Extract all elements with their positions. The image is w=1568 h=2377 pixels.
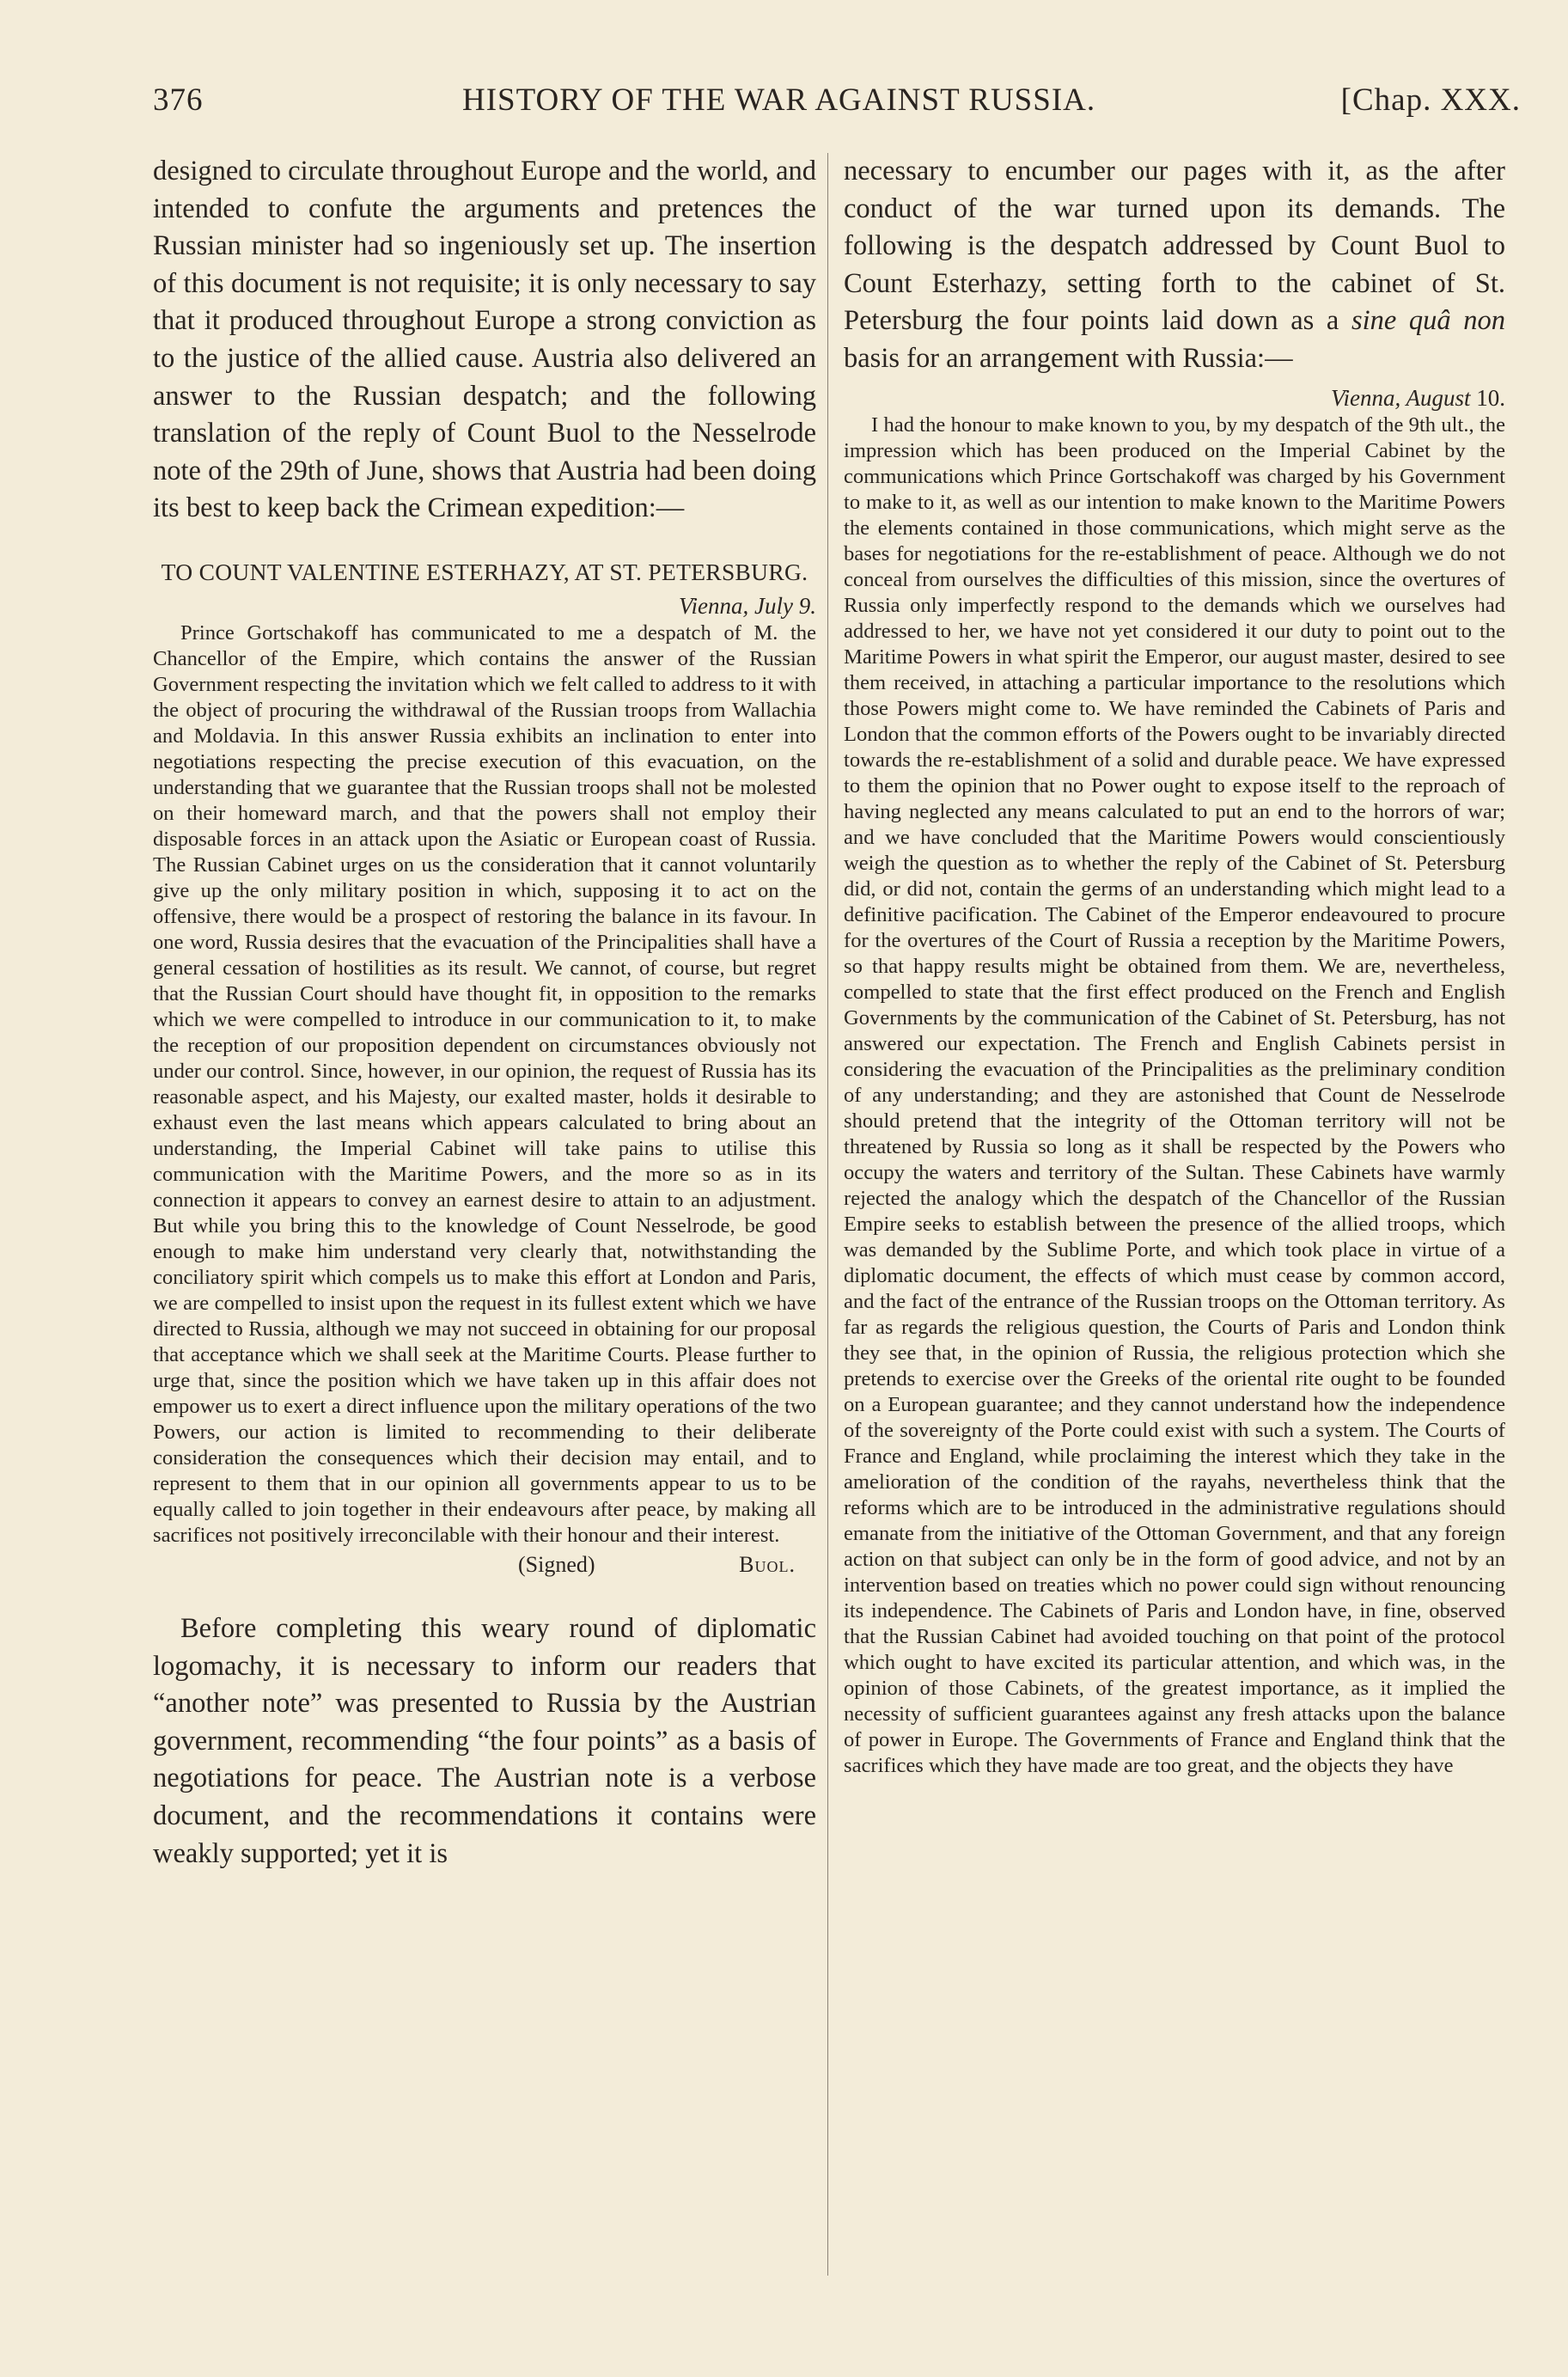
signature-line xyxy=(153,1550,816,1585)
dateline-right xyxy=(844,383,1505,412)
intro-paragraph-right xyxy=(844,153,1505,378)
chapter-label: [Chap. XXX. xyxy=(1340,82,1521,118)
letter-body: Prince Gortschakoff has communicated to me a despatch of M. the Chancellor of the Empire, which contains the answer of the Russian Government respecting the invitation which we felt called to address to it with the object of procuring the withdrawal of the Russian troops from Wallachia and Moldavia. In this answer Russia exhibits an inclination to enter into negotiations respecting the precise execution of this evacuation, on the understanding that we guarantee that the Russian troops shall not be molested on their homeward march, and that the powers shall not employ their disposable forces in an attack upon the Asiatic or European coast of Russia. The Russian Cabinet urges on us the consideration that it cannot voluntarily give up the only military position in which, supposing it to act on the offensive, there would be a prospect of restoring the balance in its favour. In one word, Russia desires that the evacuation of the Principalities shall have a general cessation of hostilities as its result. We cannot, of course, but regret that the Russian Court should have thought fit, in opposition to the remarks which we were compelled to introduce in our communication to it, to make the reception of our proposition dependent on circumstances obviously not under our control. Since, however, in our opinion, the request of Russia has its reasonable aspect, and his Majesty, our exalted master, holds it desirable to exhaust even the last means which appears calculated to bring about an understanding, the Imperial Cabinet will take pains to utilise this communication with the Maritime Powers, and the more so as in its connection it appears to convey an earnest desire to attain to an adjustment. But while you bring this to the knowledge of Count Nesselrode, be good enough to make him understand very clearly that, notwithstanding the conciliatory spirit which compels us to make this effort at London and Paris, we are compelled to insist upon the request in its fullest extent which we have directed to Russia, although we may not succeed in obtaining for our proposal that acceptance which we shall seek at the Maritime Courts. Please further to urge that, since the position which we have taken up in this affair does not empower us to exert a direct influence upon the military operations of the two Powers, our action is limited to recommending to their deliberate consideration the consequences which their decision may entail, and to represent to them that in our opinion all governments appear to us to be equally called to join together in their endeavours after peace, by making all sacrifices not positively irreconcilable with their honour and their interest. xyxy=(153,620,816,1547)
intro-italic-phrase: sine quâ non xyxy=(1351,305,1506,337)
letter-heading: TO COUNT VALENTINE ESTERHAZY, AT ST. PETERSBURG. xyxy=(161,558,808,585)
intro-paragraph: designed to circulate throughout Europe and the world, and intended to confute the arguments and pretences the Russian minister had so ingeniously set up. The insertion of this document is not requisite; it is only necessary to say that it produced throughout Europe a strong conviction as to the justice of the allied cause. Austria also delivered an answer to the Russian despatch; and the following translation of the reply of Count Buol to the Nesselrode note of the 29th of June, shows that Austria had been doing its best to keep back the Crimean expedition:— xyxy=(153,156,816,524)
running-title: HISTORY OF THE WAR AGAINST RUSSIA. xyxy=(462,82,1096,118)
closing-paragraph: Before completing this weary round of diplomatic logomachy, it is necessary to inform our readers that “another note” was presented to Russia by the Austrian government, recommending “the four points” as a basis of negotiations for peace. The Austrian note is a verbose document, and the recommendations it contains were weakly supported; yet it is xyxy=(153,1612,816,1869)
dateline-place: Vienna, August xyxy=(1331,384,1471,411)
signature-name: Buol. xyxy=(739,1551,796,1577)
left-column xyxy=(153,153,816,1873)
dateline: Vienna, July 9. xyxy=(679,592,816,619)
running-head xyxy=(153,82,1521,133)
right-column xyxy=(844,153,1505,1779)
spacer xyxy=(153,1585,816,1610)
letter-body-right: I had the honour to make known to you, by my despatch of the 9th ult., the impression which has been produced on the Imperial Cabinet by the communications which Prince Gortschakoff was charged by his Government to make to it, as well as our intention to make known to the Maritime Powers the elements contained in those communications, which might serve as the bases for negotiations for the re-establishment of peace. Although we do not conceal from ourselves the difficulties of this mission, since the overtures of Russia only imperfectly respond to the demands which we ourselves had addressed to her, we have not yet considered it our duty to point out to the Maritime Powers in what spirit the Emperor, our august master, desired to see them received, in attaching a particular importance to the resolutions which those Powers might come to. We have reminded the Cabinets of Paris and London that the common efforts of the Powers ought to be invariably directed towards the re-establishment of a solid and durable peace. We have expressed to them the opinion that no Power ought to expose itself to the reproach of having neglected any means calculated to put an end to the horrors of war; and we have concluded that the Maritime Powers would conscientiously weigh the question as to whether the reply of the Cabinet of St. Petersburg did, or did not, contain the germs of an understanding which might lead to a definitive pacification. The Cabinet of the Emperor endeavoured to procure for the overtures of the Court of Russia a reception by the Maritime Powers, so that happy results might be obtained from them. We are, nevertheless, compelled to state that the first effect produced on the French and English Governments by the communication of the Cabinet of St. Petersburg, has not answered our expectation. The French and English Cabinets persist in considering the evacuation of the Principalities as the preliminary condition of any understanding; and they are astonished that Count de Nesselrode should pretend that the integrity of the Ottoman territory will not be threatened by Russia so long as it shall be respected by the Powers who occupy the waters and territory of the Sultan. These Cabinets have warmly rejected the analogy which the despatch of the Chancellor of the Russian Empire seeks to establish between the presence of the allied troops, which was demanded by the Sublime Porte, and which took place in virtue of a diplomatic document, the effects of which must cease by common accord, and the fact of the entrance of the Russian troops on the Ottoman territory. As far as regards the religious question, the Courts of Paris and London think they see that, in the opinion of Russia, the religious protection which she pretends to exercise over the Greeks of the oriental rite ought to be founded on a European guarantee; and they cannot understand how the independence of the sovereignty of the Porte could exist with such a system. The Courts of France and England, while proclaiming the interest which they take in the amelioration of the condition of the rayahs, nevertheless think that the reforms which are to be introduced in the administrative regulations should emanate from the initiative of the Ottoman Government, and that any foreign action on that subject can only be in the form of good advice, and not by an intervention based on treaties which no power could sign without renouncing its independence. The Cabinets of Paris and London have, in fine, observed that the Russian Cabinet had avoided touching on that point of the protocol which ought to have excited its particular attention, and which was, in the opinion of those Cabinets, of the greatest importance, as it implied the necessity of sufficient guarantees against any fresh attacks upon the balance of power in Europe. The Governments of France and England think that the sacrifices which they have made are too great, and the objects they have xyxy=(844,412,1505,1777)
column-rule xyxy=(827,153,828,2276)
page-number: 376 xyxy=(153,82,204,118)
signed-label: (Signed) xyxy=(518,1551,595,1577)
dateline-day: 10. xyxy=(1476,384,1505,411)
intro-text-after: basis for an arrangement with Russia:— xyxy=(844,342,1293,374)
intro-text-before: necessary to encumber our pages with it, as the after conduct of the war turned upon its demands. The following is the despatch addressed by Count Buol to Count Esterhazy, setting forth to the cabinet of St. Petersburg the four points laid down as a xyxy=(844,156,1505,337)
